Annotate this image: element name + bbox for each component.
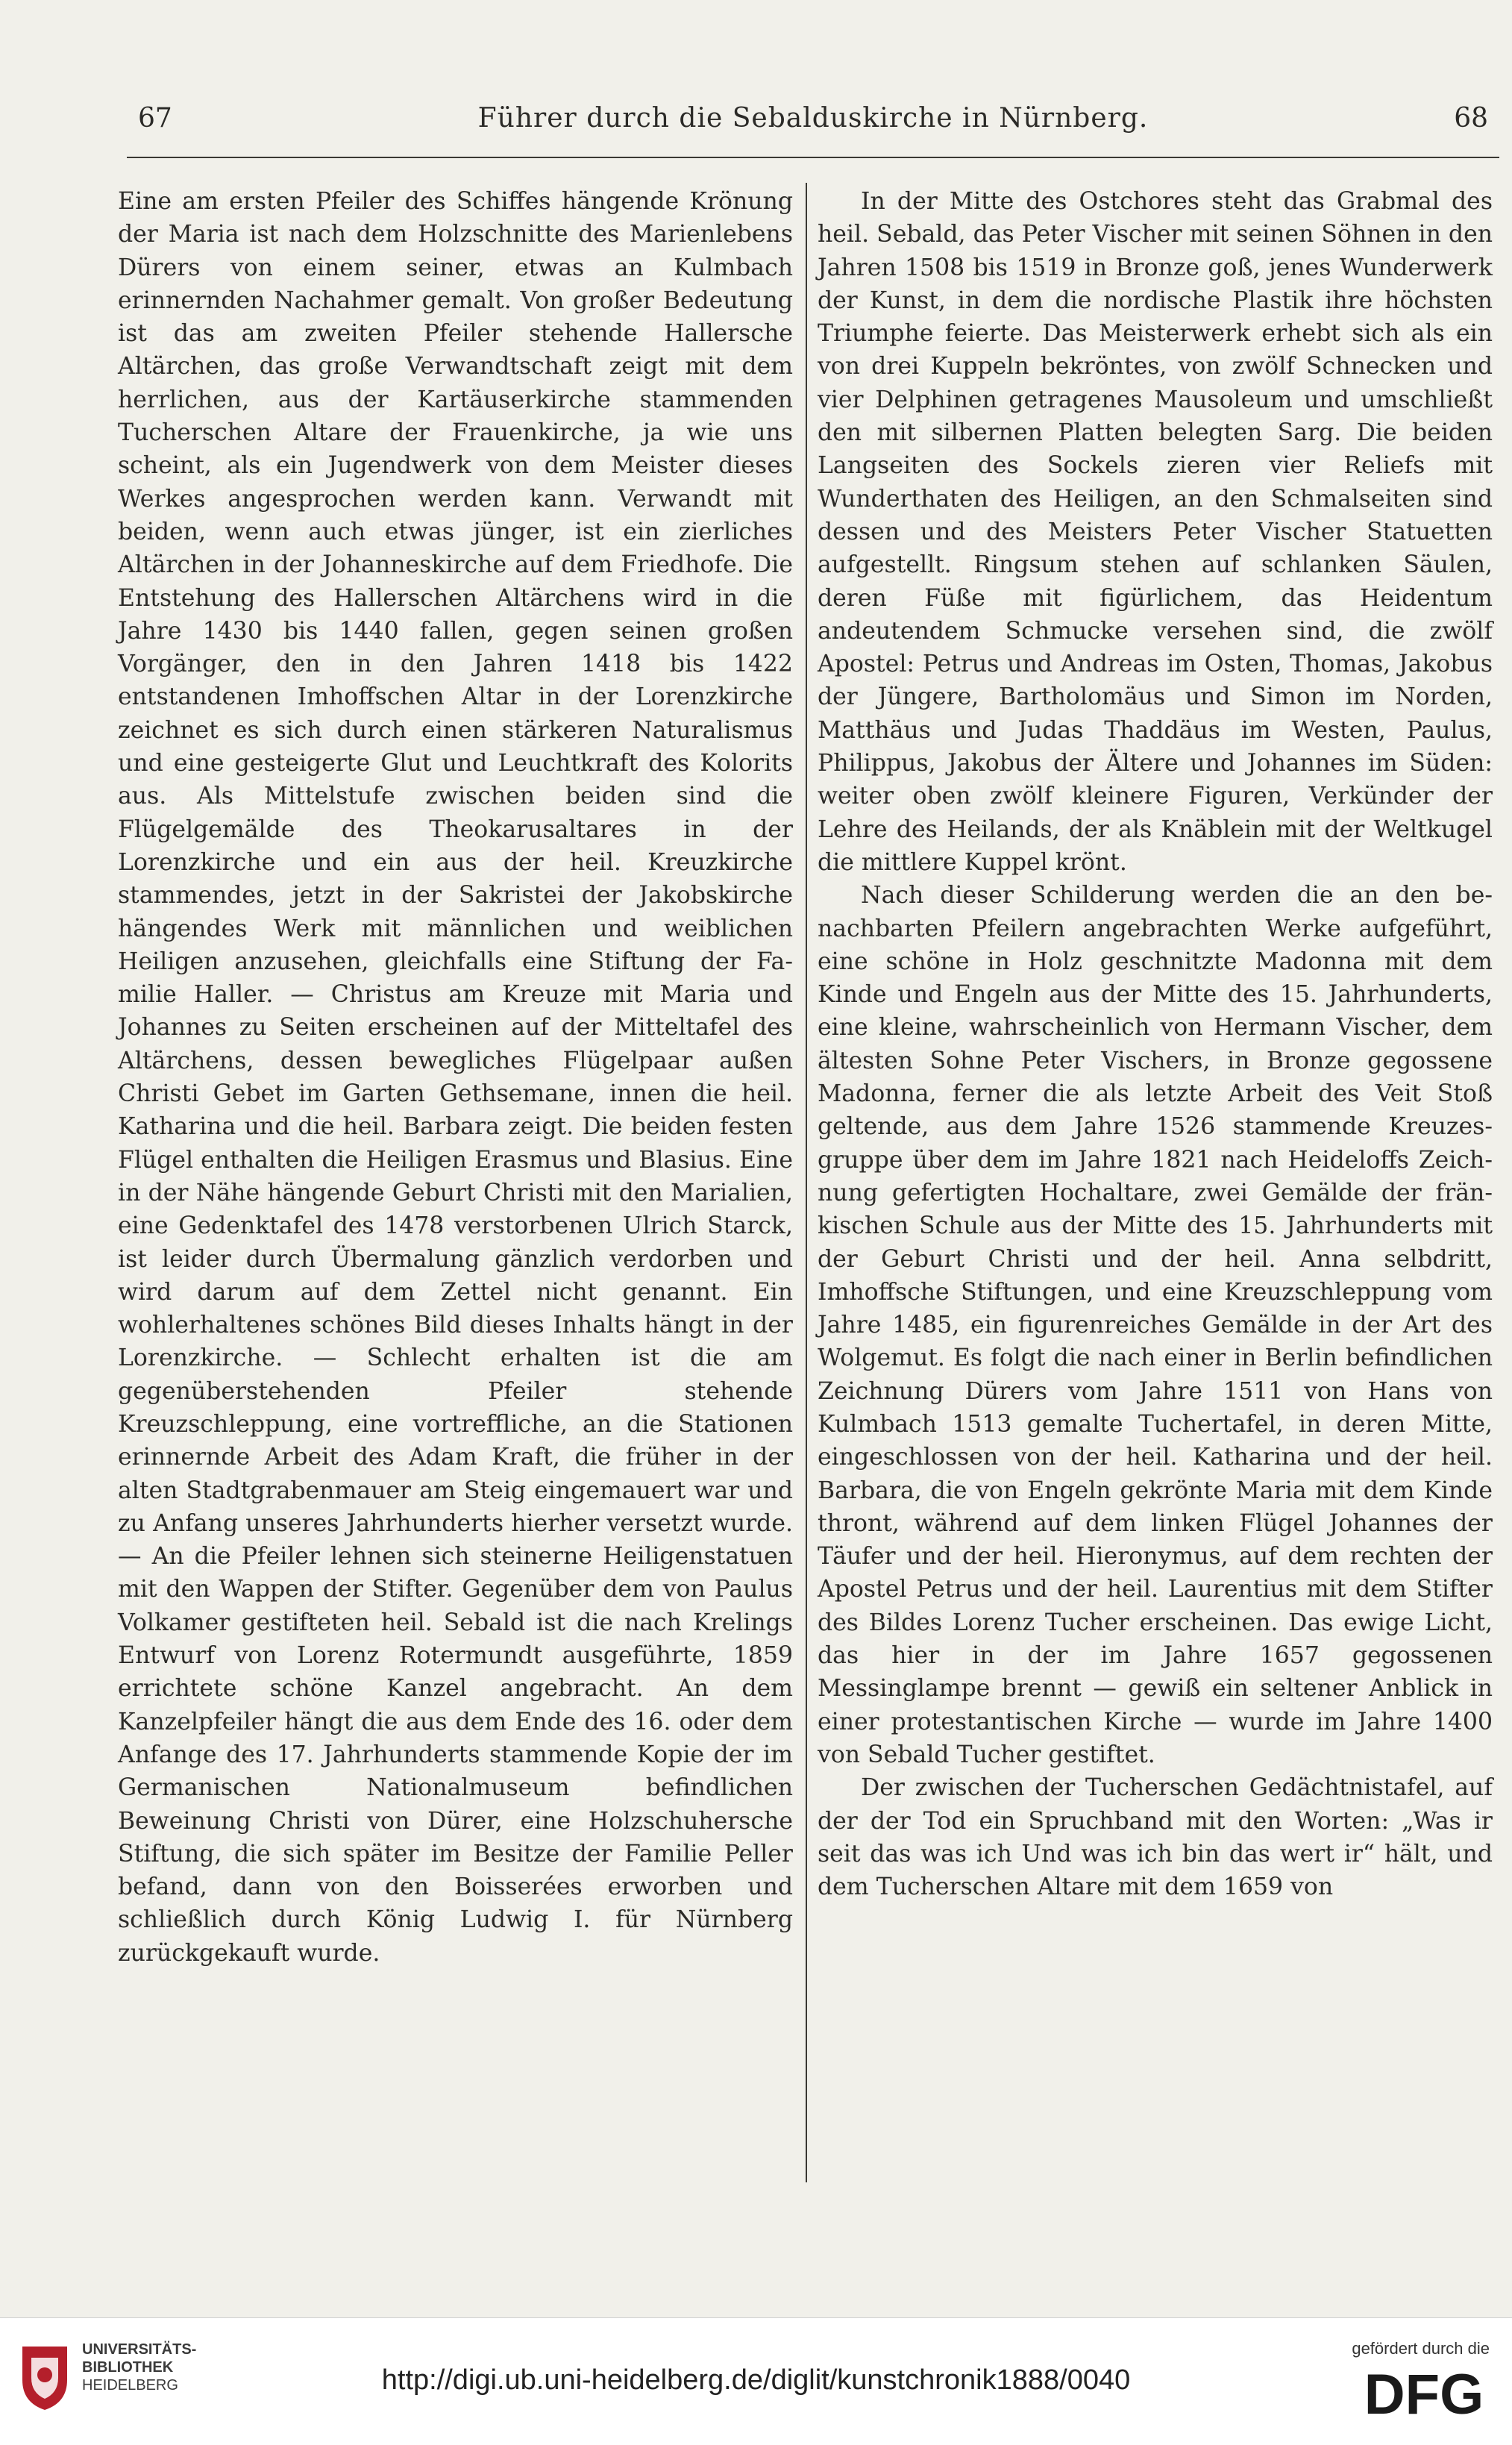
paragraph: Nach dieser Schilderung werden die an den benachbarten Pfeilern angebrachten Werke aufgeführt, eine schöne in Holz geschnitzte Madonna mit dem Kinde und Engeln aus der Mitte des 15. Jahrhunderts, eine kleine, wahrscheinlich von Hermann Vischer, dem ältesten Sohne Peter Vischers, in Bronze gegossene Madonna, ferner die als letzte Arbeit des Veit Stoß geltende, aus dem Jahre 1526 stammende Kreuzesgruppe über dem im Jahre 1821 nach Heideloffs Zeichnung gefertigten Hochaltare, zwei Gemälde der fränkischen Schule aus der Mitte des 15. Jahrhunderts mit der Geburt Christi und der heil. Anna selbdritt, Imhoffsche Stiftungen, und eine Kreuzschleppung vom Jahre 1485, ein figurenreiches Gemälde in der Art des Wolgemut. Es folgt die nach einer in Berlin befindlichen Zeichnung Dürers vom Jahre 1511 von Hans von Kulmbach 1513 gemalte Tuchertafel, in deren Mitte, eingeschlossen von der heil. Katharina und der heil. Barbara, die von Engeln gekrönte Maria mit dem Kinde thront, während auf dem linken Flügel Johannes der Täufer und der heil. Hieronymus, auf dem rechten der Apostel Petrus und der heil. Laurentius mit dem Stifter des Bildes Lorenz Tucher erscheinen. Das ewige Licht, das hier in der im Jahre 1657 gegossenen Messinglampe brennt — gewiß ein seltener Anblick in einer protestantischen Kirche — wurde im Jahre 1400 von Sebald Tucher gestiftet.: [818, 882, 1493, 1768]
page-number-right: 68: [1454, 103, 1488, 134]
library-name-line: HEIDELBERG: [82, 2377, 178, 2394]
right-column: [818, 185, 1493, 1903]
source-url[interactable]: http://digi.ub.uni-heidelberg.de/diglit/kunstchronik1888/0040: [381, 2364, 1131, 2396]
dfg-logo-icon: [1357, 2364, 1491, 2424]
column-divider: [806, 183, 807, 2182]
library-name-line: UNIVERSITÄTS-: [82, 2341, 197, 2358]
left-column: [118, 185, 793, 1970]
paragraph: Der zwischen der Tucherschen Gedächtnistafel, auf der der Tod ein Spruchband mit den Worten: „Was ir seit das was ich Und was ich bin das wert ir“ hält, und dem Tucherschen Altare mit dem 1659 von: [818, 1774, 1493, 1901]
paragraph: Eine am ersten Pfeiler des Schiffes hängende Krönung der Maria ist nach dem Holzschnitte des Marienlebens Dürers von einem seiner, etwas an Kulmbach erinnernden Nachahmer gemalt. Von großer Bedeutung ist das am zweiten Pfeiler stehende Hallersche Altärchen, das große Verwandtschaft zeigt mit dem herrlichen, aus der Kartäuserkirche stammenden Tucherschen Altare der Frauenkirche, ja wie uns scheint, als ein Jugendwerk von dem Meister dieses Werkes angesprochen werden kann. Verwandt mit beiden, wenn auch etwas jünger, ist ein zierliches Altärchen in der Johanneskirche auf dem Friedhofe. Die Entstehung des Hallerschen Altärchens wird in die Jahre 1430 bis 1440 fallen, gegen seinen großen Vorgänger, den in den Jahren 1418 bis 1422 entstandenen Imhoffschen Altar in der Lorenzkirche zeichnet es sich durch einen stärkeren Naturalismus und eine gesteigerte Glut und Leuchtkraft des Kolorits aus. Als Mittelstufe zwischen beiden sind die Flügelgemälde des Theokarusaltares in der Lorenzkirche und ein aus der heil. Kreuzkirche stammendes, jetzt in der Sakristei der Jakobskirche hängendes Werk mit männlichen und weiblichen Heiligen anzusehen, gleichfalls eine Stiftung der Familie Haller. — Christus am Kreuze mit Maria und Johannes zu Seiten erscheinen auf der Mitteltafel des Altärchens, dessen bewegliches Flügelpaar außen Christi Gebet im Garten Gethsemane, innen die heil. Katharina und die heil. Barbara zeigt. Die beiden festen Flügel enthalten die Heiligen Erasmus und Blasius. Eine in der Nähe hängende Geburt Christi mit den Marialien, eine Gedenktafel des 1478 verstorbenen Ulrich Starck, ist leider durch Übermalung gänzlich verdorben und wird darum auf dem Zettel nicht genannt. Ein wohlerhaltenes schönes Bild dieses Inhalts hängt in der Lorenzkirche. — Schlecht erhalten ist die am gegenüberstehenden Pfeiler stehende Kreuzschleppung, eine vortreffliche, an die Stationen erinnernde Arbeit des Adam Kraft, die früher in der alten Stadtgrabenmauer am Steig eingemauert war und zu Anfang unseres Jahrhunderts hierher versetzt wurde. — An die Pfeiler lehnen sich steinerne Heiligenstatuen mit den Wappen der Stifter. Gegenüber dem von Paulus Volkamer gestifteten heil. Sebald ist die nach Krelings Entwurf von Lorenz Rotermundt ausgeführte, 1859 errichtete schöne Kanzel angebracht. An dem Kanzelpfeiler hängt die aus dem Ende des 16. oder dem Anfange des 17. Jahrhunderts stammende Kopie der im Germanischen Nationalmuseum befindlichen Beweinung Christi von Dürer, eine Holzschuhersche Stiftung, die sich später im Besitze der Familie Peller befand, dann von den Boisserées erworben und schließlich durch König Ludwig I. für Nürnberg zurückgekauft wurde.: [118, 188, 793, 1967]
running-title: Führer durch die Sebalduskirche in Nürnberg.: [477, 103, 1149, 134]
paragraph: In der Mitte des Ostchores steht das Grabmal des heil. Sebald, das Peter Vischer mit seinen Söhnen in den Jahren 1508 bis 1519 in Bronze goß, jenes Wunderwerk der Kunst, in dem die nordische Plastik ihre höchsten Triumphe feierte. Das Meisterwerk erhebt sich als ein von drei Kuppeln bekröntes, von zwölf Schnecken und vier Delphinen getragenes Mausoleum und umschließt den mit silbernen Platten belegten Sarg. Die beiden Langseiten des Sockels zieren vier Reliefs mit Wunderthaten des Heiligen, an den Schmalseiten sind dessen und des Meisters Peter Vischer Statuetten aufgestellt. Ringsum stehen auf schlanken Säulen, deren Füße mit figürlichem, das Heidentum andeutendem Schmucke versehen sind, die zwölf Apostel: Petrus und Andreas im Osten, Thomas, Jakobus der Jüngere, Bartholomäus und Simon im Norden, Matthäus und Judas Thaddäus im Westen, Paulus, Philippus, Jakobus der Ältere und Johannes im Süden: weiter oben zwölf kleinere Figuren, Verkünder der Lehre des Heilands, der als Knäblein mit der Weltkugel die mittlere Kuppel krönt.: [818, 188, 1493, 876]
sponsor-text: gefördert durch die: [1352, 2339, 1490, 2358]
library-name-line: BIBLIOTHEK: [82, 2359, 174, 2376]
digitization-footer: [0, 2317, 1512, 2445]
page-header: [131, 103, 1496, 148]
dfg-logo-text: DFG: [1364, 2364, 1484, 2424]
header-rule: [127, 157, 1499, 158]
page-number-left: 67: [138, 103, 172, 134]
